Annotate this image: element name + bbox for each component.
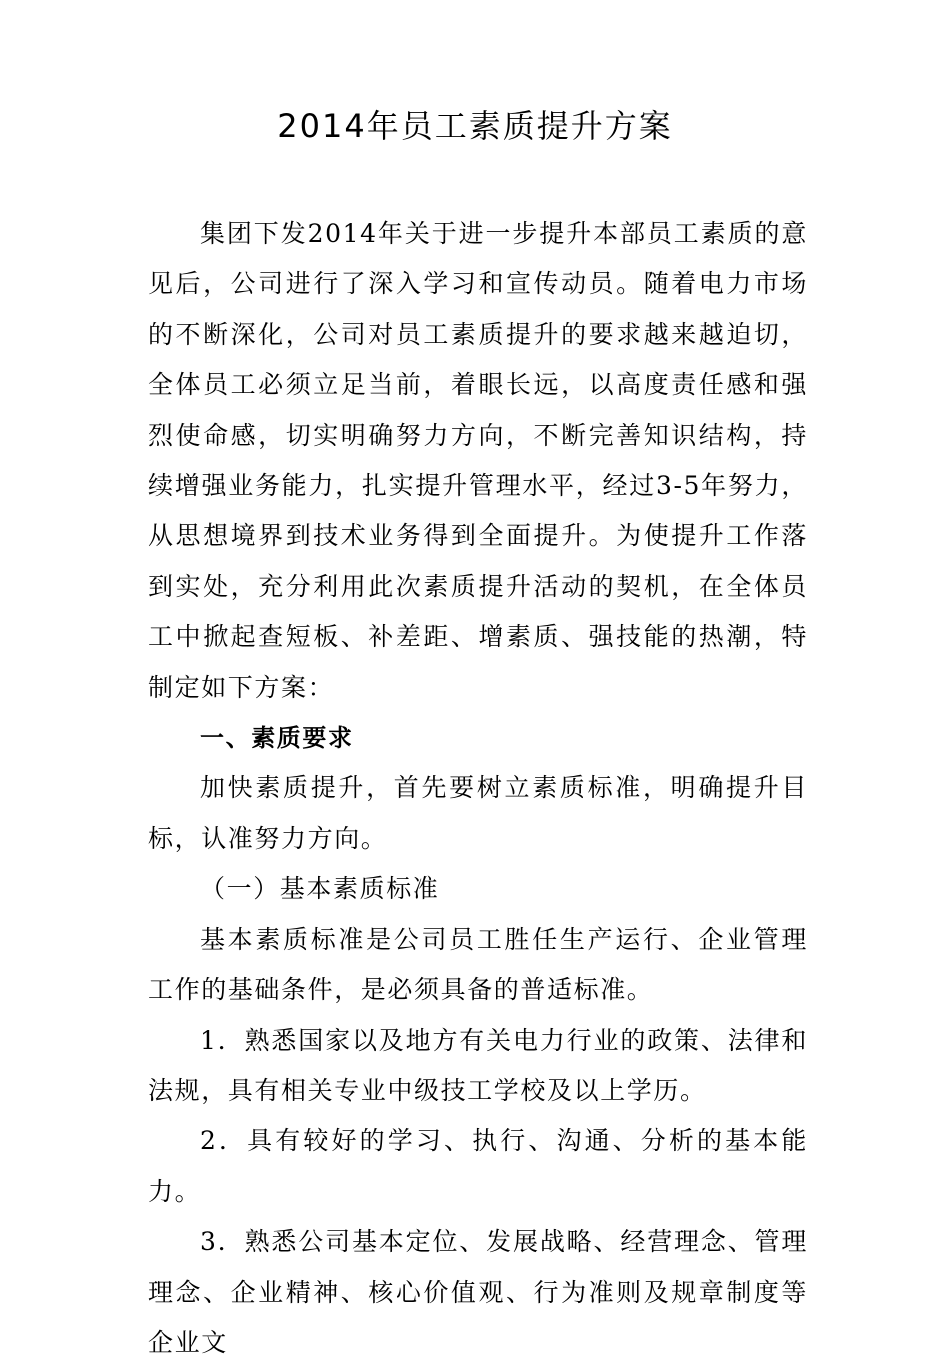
- document-body: [148, 209, 808, 1368]
- section-intro-paragraph: 加快素质提升，首先要树立素质标准，明确提升目标，认准努力方向。: [148, 773, 808, 853]
- list-item-1: 1．熟悉国家以及地方有关电力行业的政策、法律和法规，具有相关专业中级技工学校及以上学历。: [148, 1025, 808, 1105]
- list-item-3: 3．熟悉公司基本定位、发展战略、经营理念、管理理念、企业精神、核心价值观、行为准则及规章制度等企业文: [148, 1227, 808, 1357]
- section-heading-quality-requirements: 一、素质要求: [200, 724, 354, 753]
- subsection-heading-basic-standards: （一）基本素质标准: [200, 874, 440, 904]
- basic-standards-paragraph: 基本素质标准是公司员工胜任生产运行、企业管理工作的基础条件，是必须具备的普适标准。: [148, 924, 808, 1005]
- document-title: 2014年员工素质提升方案: [277, 107, 673, 145]
- intro-paragraph: 集团下发2014年关于进一步提升本部员工素质的意见后，公司进行了深入学习和宣传动员。随着电力市场的不断深化，公司对员工素质提升的要求越来越迫切，全体员工必须立足当前，着眼长远，以高度责任感和强烈使命感，切实明确努力方向，不断完善知识结构，持续增强业务能力，扎实提升管理水平，经过3-5年努力，从思想境界到技术业务得到全面提升。为使提升工作落到实处，充分利用此次素质提升活动的契机，在全体员工中掀起查短板、补差距、增素质、强技能的热潮，特制定如下方案：: [148, 219, 808, 702]
- list-item-2: 2．具有较好的学习、执行、沟通、分析的基本能力。: [148, 1126, 808, 1206]
